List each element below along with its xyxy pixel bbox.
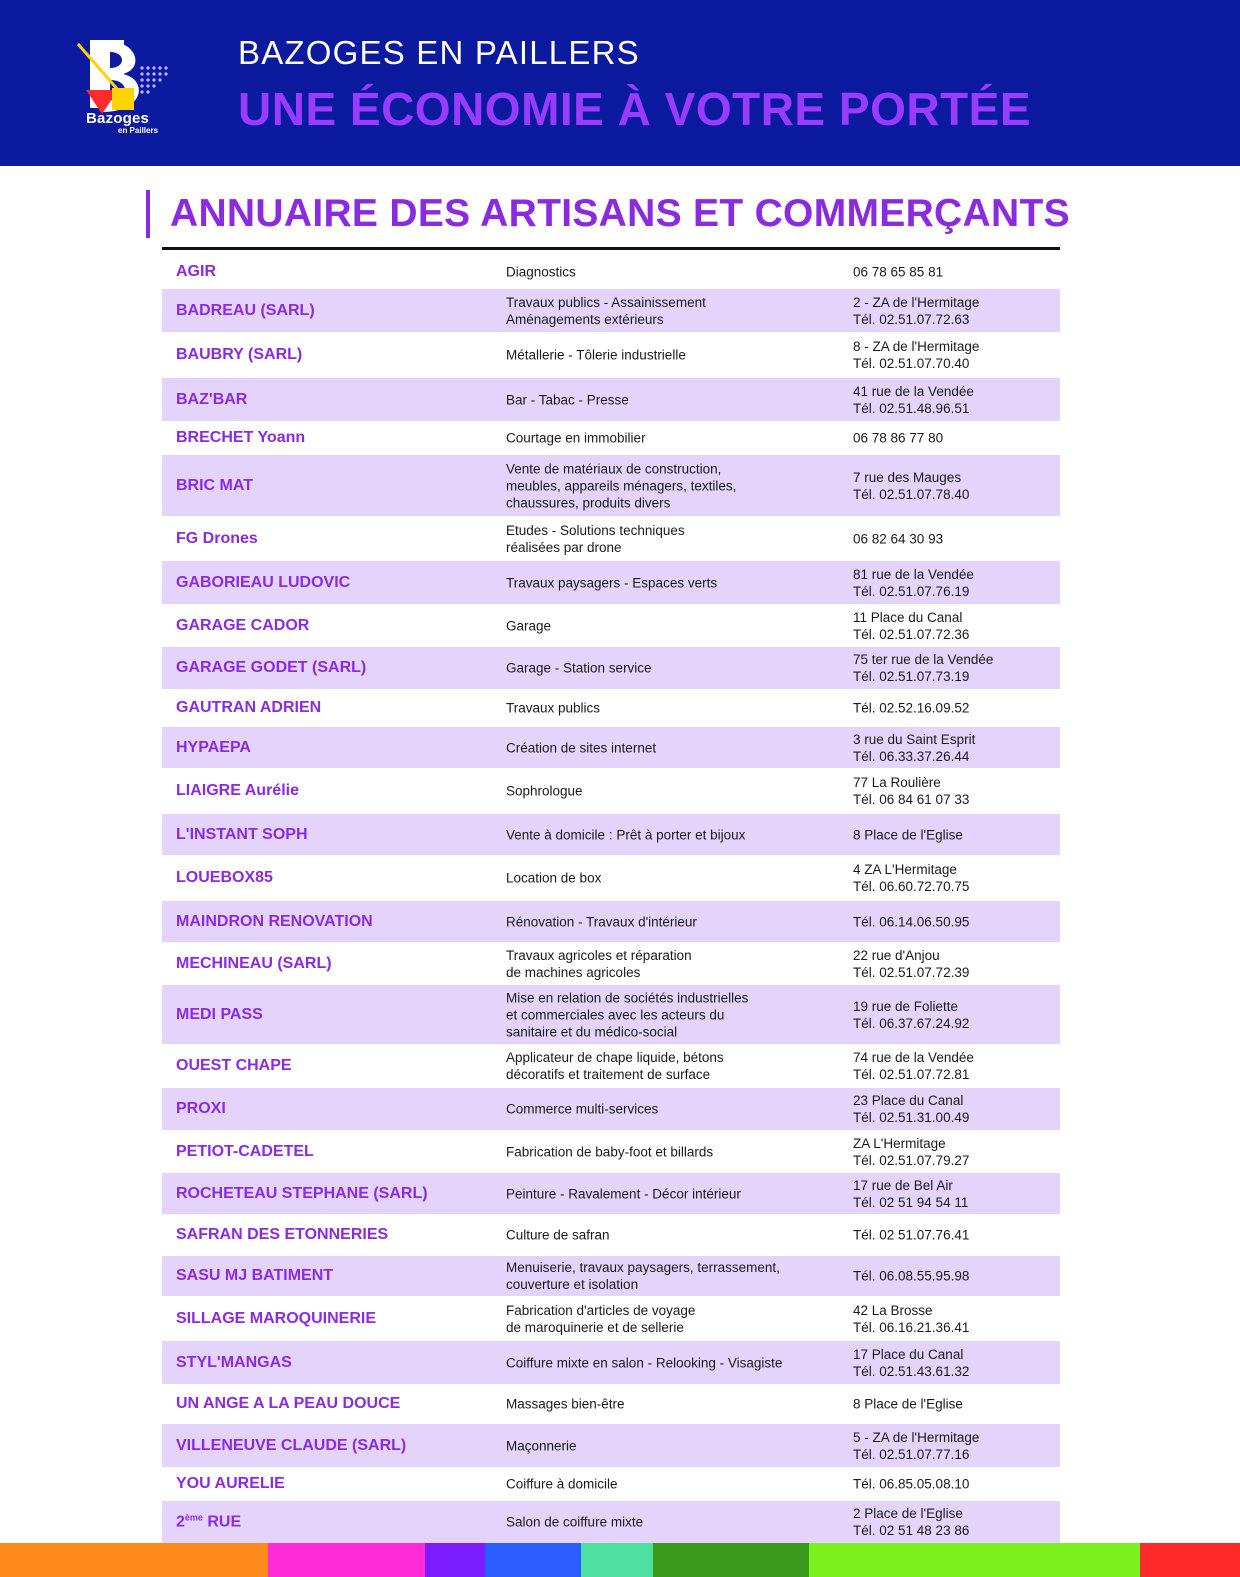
business-name: PROXI [176,1100,226,1117]
directory-row [162,1341,1060,1384]
business-activity: Maçonnerie [506,1438,577,1453]
strip-segment [425,1543,485,1577]
directory-row [162,1088,1060,1130]
business-activity: Etudes - Solutions techniques réalisées par drone [506,522,685,555]
business-activity: Vente de matériaux de construction, meubles, appareils ménagers, textiles, chaussures, produits divers [506,461,737,510]
directory-row [162,605,1060,646]
directory-row [162,333,1060,377]
business-activity: Travaux publics - Assainissement Aménagements extérieurs [506,294,706,327]
business-contact: 7 rue des Mauges Tél. 02.51.07.78.40 [853,469,970,502]
business-activity: Culture de safran [506,1227,610,1243]
business-contact: Tél. 02 51.07.76.41 [853,1227,970,1243]
strip-segment [653,1543,809,1577]
business-name: MECHINEAU (SARL) [176,954,332,972]
business-contact: 3 rue du Saint Esprit Tél. 06.33.37.26.44 [853,731,976,764]
business-contact: 8 Place de l'Eglise [853,1396,963,1412]
strip-segment [1140,1543,1240,1577]
business-activity: Mise en relation de sociétés industrielles et commerciales avec les acteurs du sanitaire et du médico-social [506,990,749,1039]
directory-row [162,1501,1060,1543]
business-contact: 8 - ZA de l'Hermitage Tél. 02.51.07.70.40 [853,339,980,371]
business-activity: Travaux agricoles et réparation de machines agricoles [506,947,692,980]
strip-segment [809,1543,1140,1577]
business-activity: Garage - Station service [506,660,652,676]
directory-row [162,727,1060,768]
strip-segment [0,1543,268,1577]
business-contact: 4 ZA L'Hermitage Tél. 06.60.72.70.75 [853,862,970,894]
business-name: PETIOT-CADETEL [176,1142,314,1160]
business-name: GAUTRAN ADRIEN [176,699,322,716]
directory-row [162,1385,1060,1423]
business-activity: Création de sites internet [506,740,657,755]
business-contact: 2 - ZA de l'Hermitage Tél. 02.51.07.72.63 [853,294,980,327]
directory-row [162,1045,1060,1087]
business-activity: Métallerie - Tôlerie industrielle [506,347,686,363]
page-header [0,0,1240,166]
directory-row [162,517,1060,560]
business-name: GABORIEAU LUDOVIC [176,573,351,591]
business-contact: 11 Place du Canal Tél. 02.51.07.72.36 [853,609,970,642]
directory-row [162,1424,1060,1467]
business-name: HYPAEPA [176,738,251,756]
business-contact: 17 rue de Bel Air Tél. 02 51 94 54 11 [853,1177,969,1210]
strip-segment [581,1543,653,1577]
business-contact: 22 rue d'Anjou Tél. 02.51.07.72.39 [853,947,970,980]
business-activity: Travaux publics [506,700,601,716]
business-activity: Sophrologue [506,783,583,799]
business-name [176,1512,506,1531]
business-activity: Coiffure à domicile [506,1476,618,1492]
business-activity: Garage [506,618,552,633]
directory-row [162,455,1060,516]
business-name: GARAGE GODET (SARL) [176,659,367,676]
business-activity: Location de box [506,870,602,886]
business-activity: Travaux paysagers - Espaces verts [506,575,718,590]
business-name: LIAIGRE Aurélie [176,782,299,799]
business-name: AGIR [176,263,216,280]
section-title: ANNUAIRE DES ARTISANS ET COMMERÇANTS [170,192,1070,235]
business-name: BAUBRY (SARL) [176,346,303,363]
business-contact: 06 78 65 85 81 [853,264,944,280]
directory-row [162,378,1060,421]
business-contact: 81 rue de la Vendée Tél. 02.51.07.76.19 [853,566,974,599]
business-contact: 75 ter rue de la Vendée Tél. 02.51.07.73.19 [853,652,994,684]
directory-row [162,1297,1060,1340]
directory-row [162,289,1060,332]
business-contact: 23 Place du Canal Tél. 02.51.31.00.49 [853,1093,970,1125]
section-divider [162,247,1060,250]
strip-segment [268,1543,425,1577]
business-name: BRIC MAT [176,476,254,494]
business-activity: Vente à domicile : Prêt à porter et bijoux [506,827,746,842]
bazoges-logo [72,30,172,140]
directory-row [162,422,1060,454]
directory-row [162,561,1060,604]
business-name: BAZ'BAR [176,390,248,408]
directory-row [162,856,1060,900]
business-activity: Courtage en immobilier [506,430,646,446]
directory-row [162,647,1060,689]
business-name: SILLAGE MAROQUINERIE [176,1309,377,1327]
business-name: VILLENEUVE CLAUDE (SARL) [176,1436,407,1454]
directory-row [162,769,1060,813]
business-contact: 5 - ZA de l'Hermitage Tél. 02.51.07.77.16 [853,1429,980,1462]
name-number: 2 [176,1513,185,1531]
directory-row [162,901,1060,942]
business-contact: 19 rue de Foliette Tél. 06.37.67.24.92 [853,998,970,1031]
business-contact: 77 La Roulière Tél. 06 84 61 07 33 [853,775,970,807]
business-name: OUEST CHAPE [176,1057,292,1074]
directory-row [162,985,1060,1044]
business-contact: ZA L'Hermitage Tél. 02.51.07.79.27 [853,1135,970,1168]
section-accent-bar [146,190,150,238]
color-strip [0,1543,1240,1577]
business-name: SAFRAN DES ETONNERIES [176,1226,389,1243]
business-name: GARAGE CADOR [176,616,310,634]
directory-row [162,1131,1060,1172]
business-name: MAINDRON RENOVATION [176,912,373,930]
directory-row [162,1468,1060,1500]
business-activity: Coiffure mixte en salon - Relooking - Visagiste [506,1355,783,1370]
business-contact: 2 Place de l'Eglise Tél. 02 51 48 23 86 [853,1506,970,1538]
business-name: L'INSTANT SOPH [176,825,308,843]
business-activity: Applicateur de chape liquide, bétons décoratifs et traitement de surface [506,1050,724,1082]
business-contact: 74 rue de la Vendée Tél. 02.51.07.72.81 [853,1050,974,1082]
business-activity: Massages bien-être [506,1396,625,1412]
business-name: MEDI PASS [176,1005,263,1023]
directory-row [162,690,1060,726]
directory-row [162,943,1060,984]
business-name: FG Drones [176,529,258,547]
business-contact: Tél. 06.85.05.08.10 [853,1476,970,1492]
directory-row [162,1173,1060,1214]
business-name: UN ANGE A LA PEAU DOUCE [176,1395,401,1412]
business-name: BADREAU (SARL) [176,301,315,319]
business-contact: 42 La Brosse Tél. 06.16.21.36.41 [853,1302,970,1335]
name-rest: RUE [202,1513,242,1531]
directory-row [162,1215,1060,1255]
business-activity: Fabrication d'articles de voyage de maroquinerie et de sellerie [506,1302,696,1335]
directory-row [162,256,1060,288]
business-contact: Tél. 06.14.06.50.95 [853,914,970,929]
business-name: YOU AURELIE [176,1475,285,1492]
business-contact: 06 82 64 30 93 [853,531,944,546]
business-activity: Fabrication de baby-foot et billards [506,1144,714,1159]
business-contact: Tél. 06.08.55.95.98 [853,1268,970,1284]
directory-row [162,1256,1060,1296]
business-activity: Rénovation - Travaux d'intérieur [506,914,697,929]
business-name: LOUEBOX85 [176,869,273,886]
business-contact: 8 Place de l'Eglise [853,827,963,842]
business-contact: 41 rue de la Vendée Tél. 02.51.48.96.51 [853,383,974,416]
business-activity: Commerce multi-services [506,1101,659,1117]
business-name: ROCHETEAU STEPHANE (SARL) [176,1184,428,1202]
business-name: STYL'MANGAS [176,1353,292,1371]
business-contact: 06 78 86 77 80 [853,430,944,446]
name-superscript: ème [184,1512,203,1523]
business-name: SASU MJ BATIMENT [176,1267,334,1284]
strip-segment [485,1543,581,1577]
slogan: UNE ÉCONOMIE À VOTRE PORTÉE [238,83,1032,135]
directory-row [162,814,1060,855]
business-activity: Peinture - Ravalement - Décor intérieur [506,1186,741,1201]
business-contact: Tél. 02.52.16.09.52 [853,700,970,716]
business-name: BRECHET Yoann [176,429,306,446]
business-activity: Menuiserie, travaux paysagers, terrassement, couverture et isolation [506,1260,780,1292]
logo-subtitle: en Paillers [118,126,159,135]
business-activity: Salon de coiffure mixte [506,1514,644,1530]
business-contact: 17 Place du Canal Tél. 02.51.43.61.32 [853,1346,970,1379]
logo-wordmark: Bazoges [86,110,150,127]
town-name: BAZOGES EN PAILLERS [238,34,640,71]
business-activity: Diagnostics [506,264,576,280]
business-activity: Bar - Tabac - Presse [506,392,629,407]
